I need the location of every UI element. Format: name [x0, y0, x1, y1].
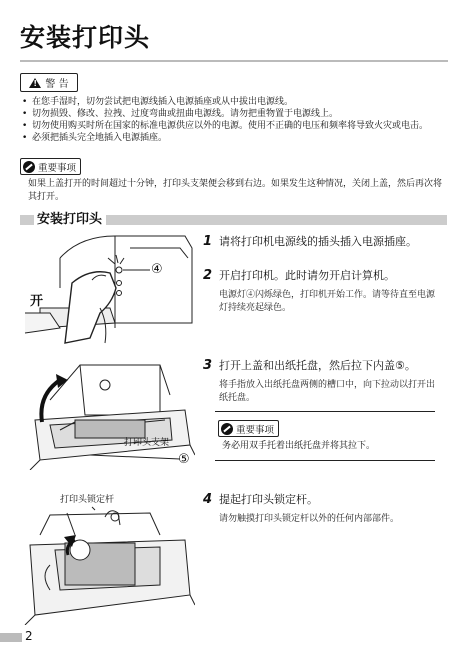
- page-title: 安装打印头: [20, 23, 151, 52]
- prohibition-icon: [23, 161, 35, 173]
- figure-lock-lever: [20, 505, 195, 625]
- warning-list: [22, 96, 442, 144]
- figure-power-button: [20, 228, 195, 353]
- important-text: 如果上盖打开的时间超过十分钟，打印头支架便会移到右边。如果发生这种情况，关闭上盖，然后再次将其打开。: [28, 179, 443, 202]
- section-title: 安装打印头: [34, 208, 106, 227]
- step-text: 开启打印机。此时请勿开启计算机。: [219, 269, 395, 282]
- carriage-label: 打印头支架: [124, 438, 170, 448]
- important-badge: [20, 158, 81, 175]
- title-rule: [20, 60, 448, 62]
- figure-open-cover: [20, 360, 195, 470]
- important-text: 务必用双手托着出纸托盘并将其拉下。: [222, 441, 376, 451]
- page-number: 2: [25, 629, 33, 643]
- power-label: 开: [30, 294, 44, 309]
- callout-4: ④: [151, 262, 163, 277]
- step-text: 提起打印头锁定杆。: [219, 493, 318, 506]
- important-label: 重要事项: [236, 424, 275, 436]
- rule: [215, 411, 435, 412]
- warning-label: 警 告: [45, 79, 69, 90]
- important-badge: [218, 420, 279, 437]
- callout-5: ⑤: [178, 452, 190, 467]
- step-subtext: 电源灯④闪烁绿色，打印机开始工作。请等待直至电源灯持续亮起绿色。: [219, 290, 436, 313]
- warning-item: • 在您手湿时，切勿尝试把电源线插入电源插座或从中拔出电源线。: [22, 96, 442, 108]
- step-number: 3: [203, 358, 213, 373]
- step-number: 1: [203, 234, 213, 249]
- step-number: 2: [203, 268, 213, 283]
- warning-icon: !: [29, 78, 41, 88]
- warning-item: • 必须把插头完全地插入电源插座。: [22, 132, 442, 144]
- rule: [215, 460, 435, 461]
- lever-label: 打印头锁定杆: [60, 495, 115, 505]
- footer-bar: [0, 633, 22, 642]
- step-subtext: 请勿触摸打印头锁定杆以外的任何内部部件。: [219, 514, 400, 524]
- warning-item: • 切勿损毁、修改、拉拽、过度弯曲或扭曲电源线。请勿把重物置于电源线上。: [22, 108, 442, 120]
- warning-badge: [20, 73, 78, 92]
- important-label: 重要事项: [38, 162, 77, 174]
- step-text: 请将打印机电源线的插头插入电源插座。: [219, 235, 417, 248]
- step-text: 打开上盖和出纸托盘，然后拉下内盖⑤。: [219, 359, 416, 372]
- step-number: 4: [203, 492, 213, 507]
- prohibition-icon: [221, 423, 233, 435]
- step-subtext: 将手指放入出纸托盘两侧的槽口中，向下拉动以打开出纸托盘。: [219, 380, 436, 403]
- warning-item: • 切勿使用购买时所在国家的标准电源供应以外的电源。使用不正确的电压和频率将导致火灾或电击。: [22, 120, 442, 132]
